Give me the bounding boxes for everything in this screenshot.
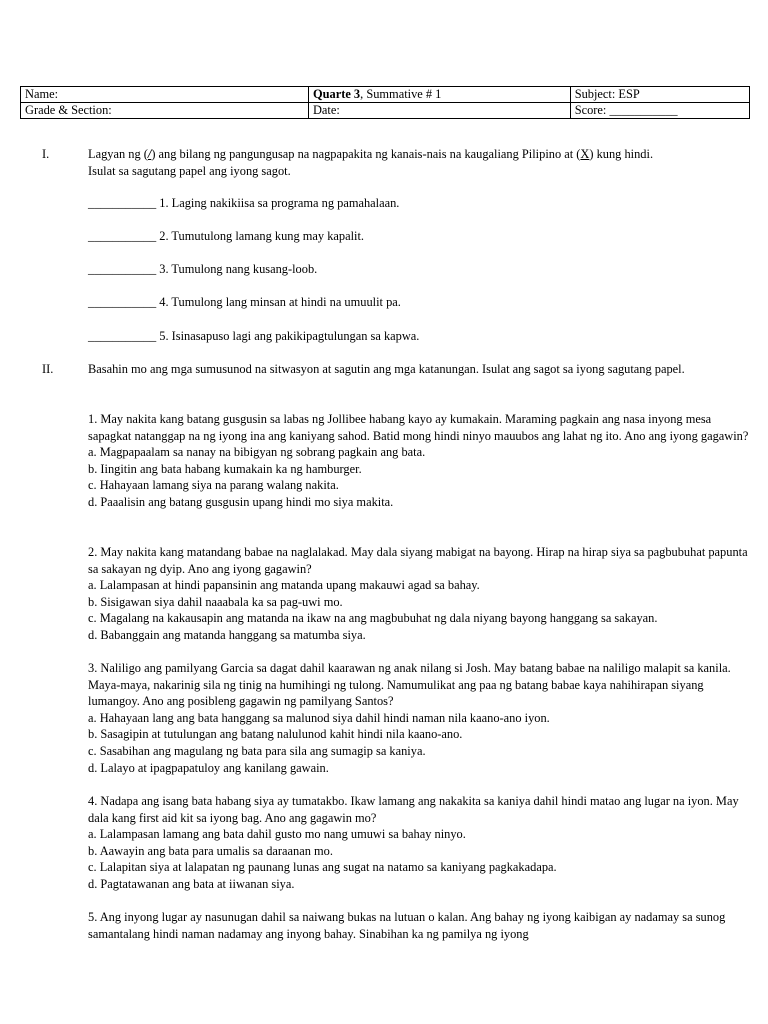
- part2-numeral: II.: [42, 362, 54, 376]
- score-blank: ___________: [609, 103, 678, 117]
- quarter-cell: [308, 87, 570, 103]
- instr-b: ) ang bilang ng pangungusap na nagpapakita ng kanais-nais na kaugaliang Pilipino at (: [151, 147, 581, 161]
- header-table: [20, 86, 750, 119]
- part1-numeral: I.: [42, 147, 50, 161]
- question-1-stem: 1. May nakita kang batang gusgusin sa labas ng Jollibee habang kayo ay kumakain. Maraming pagkain ang nasa inyong mesa sapagkat natanggap na ng iyong ina ang kaniyang sahod. Batid mong hindi ninyo mauubos ang lahat ng ito. Ano ang iyong gagawin?: [88, 412, 749, 443]
- subject-cell: [570, 87, 749, 103]
- grade-section-label: Grade & Section:: [25, 103, 112, 117]
- part1-item-1: ___________ 1. Laging nakikiisa sa programa ng pamahalaan.: [88, 196, 400, 210]
- question-2-choice-a: a. Lalampasan at hindi papansinin ang matanda upang makauwi agad sa bahay.: [88, 578, 480, 593]
- question-4-stem: 4. Nadapa ang isang bata habang siya ay tumatakbo. Ikaw lamang ang nakakita sa kaniya dahil hindi matao ang lugar na iyon. May dala kang first aid kit sa iyong bag. Ano ang gagawin mo?: [88, 794, 739, 825]
- question-2-choice-d: d. Babanggain ang matanda hanggang sa matumba siya.: [88, 627, 366, 642]
- question-4: [88, 793, 756, 893]
- question-4-choice-d: d. Pagtatawanan ang bata at iiwanan siya.: [88, 876, 295, 891]
- check-mark: /: [147, 147, 152, 161]
- question-1-choice-c: c. Hahayaan lamang siya na parang walang nakita.: [88, 478, 339, 493]
- instr-c: ) kung hindi.: [589, 147, 654, 161]
- question-1-choice-a: a. Magpapaalam sa nanay na bibigyan ng sobrang pagkain ang bata.: [88, 445, 426, 460]
- question-4-choice-b: b. Aawayin ang bata para umalis sa daraanan mo.: [88, 843, 333, 858]
- question-2-choice-c: c. Magalang na kakausapin ang matanda na ikaw na ang magbubuhat ng dala niyang bayong hanggang sa sakayan.: [88, 611, 658, 626]
- header-row-2: [21, 103, 750, 119]
- name-label: Name:: [25, 87, 59, 101]
- question-5: [88, 909, 756, 942]
- part1-instruction-line2: Isulat sa sagutang papel ang iyong sagot.: [88, 163, 291, 178]
- part1-item-4: ___________ 4. Tumulong lang minsan at hindi na umuulit pa.: [88, 295, 401, 309]
- part1-instruction-line1: [88, 146, 760, 163]
- instr-a: Lagyan ng (: [88, 147, 148, 161]
- question-1: [88, 411, 756, 511]
- question-3: [88, 660, 756, 776]
- quarter-rest: , Summative # 1: [360, 87, 442, 101]
- header-row-1: [21, 87, 750, 103]
- question-3-choice-a: a. Hahayaan lang ang bata hanggang sa malunod siya dahil hindi naman nila kaano-ano iyon.: [88, 710, 550, 725]
- part1-instruction: [88, 146, 760, 179]
- score-field[interactable]: [570, 103, 749, 119]
- subject-label: Subject: ESP: [574, 87, 640, 101]
- part1-item-5: ___________ 5. Isinasapuso lagi ang pakikipagtulungan sa kapwa.: [88, 329, 420, 343]
- question-4-choice-c: c. Lalapitan siya at lalapatan ng paunang lunas ang sugat na natamo sa kaniyang pagkakadapa.: [88, 860, 557, 875]
- question-4-choice-a: a. Lalampasan lamang ang bata dahil gusto mo nang umuwi sa bahay ninyo.: [88, 827, 466, 842]
- date-field[interactable]: [308, 103, 570, 119]
- question-5-stem: 5. Ang inyong lugar ay nasunugan dahil sa naiwang bukas na lutuan o kalan. Ang bahay ng iyong kaibigan ay nadamay sa sunog samantalang hindi naman nadamay ang inyong bahay. Sinabihan ka ng pamilya ng iyong: [88, 910, 726, 941]
- quarter-bold: Quarte 3: [312, 87, 361, 101]
- name-field[interactable]: [21, 87, 309, 103]
- question-3-stem: 3. Naliligo ang pamilyang Garcia sa dagat dahil kaarawan ng anak nilang si Josh. May batang babae na naliligo malapit sa kanila. Maya-maya, nakarinig sila ng tinig na humihingi ng tulong. Namumulikat ang paa ng batang babae kaya nahihirapan siyang lumangoy. Ano ang posibleng gagawin ng pamilyang Santos?: [88, 661, 731, 709]
- question-2: [88, 544, 756, 644]
- question-3-choice-d: d. Lalayo at ipagpapatuloy ang kanilang gawain.: [88, 760, 329, 775]
- question-2-stem: 2. May nakita kang matandang babae na naglalakad. May dala siyang mabigat na bayong. Hirap na hirap siya sa pagbubuhat papunta sa sakayan ng dyip. Ano ang iyong gagawin?: [88, 545, 748, 576]
- part2-instruction: Basahin mo ang mga sumusunod na sitwasyon at sagutin ang mga katanungan. Isulat ang sagot sa iyong sagutang papel.: [88, 362, 685, 376]
- question-1-choice-d: d. Paaalisin ang batang gusgusin upang hindi mo siya makita.: [88, 494, 394, 509]
- date-label: Date:: [312, 103, 340, 117]
- grade-section-field[interactable]: [21, 103, 309, 119]
- question-2-choice-b: b. Sisigawan siya dahil naaabala ka sa pag-uwi mo.: [88, 594, 343, 609]
- x-mark: X: [580, 147, 590, 161]
- score-label: Score:: [574, 103, 607, 117]
- question-3-choice-c: c. Sasabihan ang magulang ng bata para sila ang sumagip sa kaniya.: [88, 743, 426, 758]
- question-3-choice-b: b. Sasagipin at tutulungan ang batang nalulunod kahit hindi nila kaano-ano.: [88, 727, 463, 742]
- question-1-choice-b: b. Iingitin ang bata habang kumakain ka ng hamburger.: [88, 461, 362, 476]
- part1-item-2: ___________ 2. Tumutulong lamang kung may kapalit.: [88, 229, 365, 243]
- part1-item-3: ___________ 3. Tumulong nang kusang-loob.: [88, 262, 318, 276]
